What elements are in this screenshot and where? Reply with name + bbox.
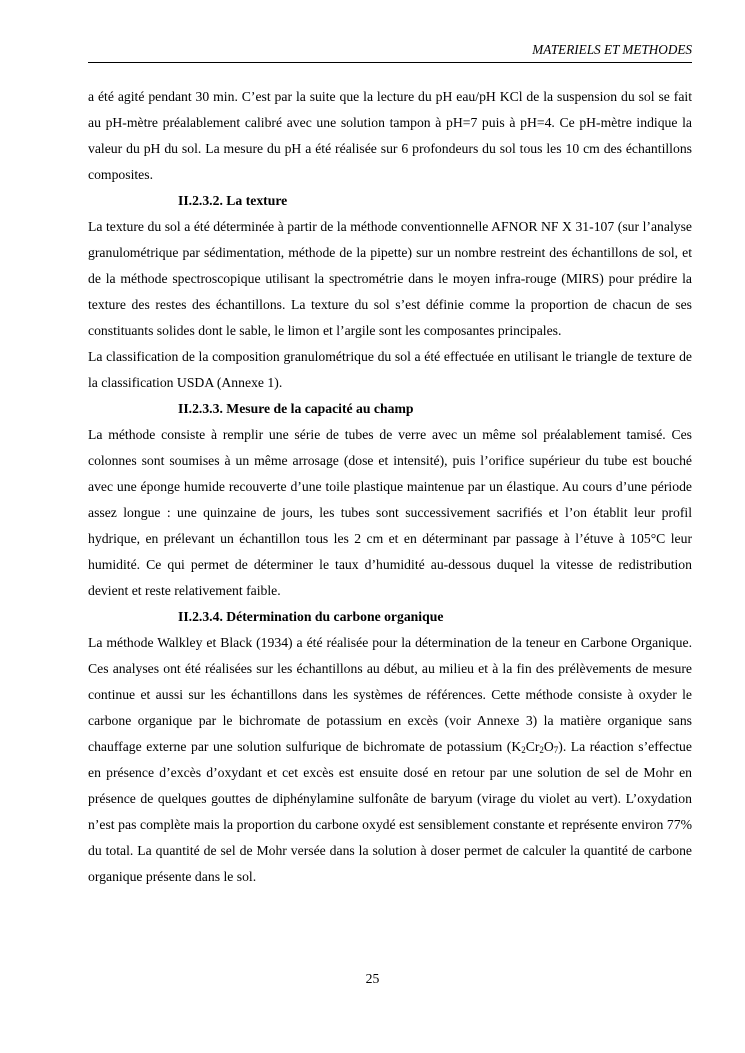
running-header <box>88 40 692 63</box>
section-heading-field-capacity: II.2.3.3. Mesure de la capacité au champ <box>178 401 414 416</box>
header-title: MATERIELS ET METHODES <box>532 42 692 57</box>
paragraph-texture-method: La texture du sol a été déterminée à partir de la méthode conventionnelle AFNOR NF X 31-107 (sur l’analyse granulométrique par sédimentation, méthode de la pipette) sur un nombre restreint des échantillons de sol, et de la méthode spectroscopique utilisant la spectrométrie dans le moyen infra-rouge (MIRS) pour prédire la texture des restes des échantillons. La texture du sol s’est définie comme la proportion de chacun de ses constituants solides dont le sable, le limon et l’argile sont les composantes principales. <box>88 219 692 338</box>
page-body <box>88 84 692 890</box>
paragraph-organic-carbon <box>88 630 692 890</box>
section-heading-texture: II.2.3.2. La texture <box>178 193 288 208</box>
paragraph-ph-measurement: a été agité pendant 30 min. C’est par la suite que la lecture du pH eau/pH KCl de la suspension du sol se fait au pH-mètre préalablement calibré avec une solution tampon à pH=7 puis à pH=4. Ce pH-mètre indique la valeur du pH du sol. La mesure du pH a été réalisée sur 6 profondeurs du sol tous les 10 cm des échantillons composites. <box>88 89 692 182</box>
section-heading-organic-carbon: II.2.3.4. Détermination du carbone organique <box>178 609 444 624</box>
page-number: 25 <box>365 971 380 986</box>
organic-carbon-text-part1: La méthode Walkley et Black (1934) a été réalisée pour la détermination de la teneur en Carbone Organique. Ces analyses ont été réalisées sur les échantillons au début, au milieu et à la fin des prélèvements de mesure continue et aussi sur les échantillons dans les systèmes de références. Cette méthode consiste à oxyder le carbone organique par le bichromate de potassium en excès (voir Annexe 3) la matière organique sans chauffage externe par une solution sulfurique de bichromate de potassium ( <box>88 635 692 754</box>
organic-carbon-text-part2: ). La réaction s’effectue en présence d’excès d’oxydant et cet excès est ensuite dosé en retour par une solution de sel de Mohr en présence de quelques gouttes de diphénylamine sulfonâte de baryum (virage du violet au vert). L’oxydation n’est pas complète mais la proportion du carbone oxydé est sensiblement constante et représente environ 77% du total. La quantité de sel de Mohr versée dans la solution à doser permet de calculer la quantité de carbone organique présente dans le sol. <box>88 739 692 884</box>
dichromate-formula: $K_2Cr_2O_7$ <box>511 739 559 755</box>
paragraph-field-capacity: La méthode consiste à remplir une série de tubes de verre avec un même sol préalablement tamisé. Ces colonnes sont soumises à un même arrosage (dose et intensité), puis l’orifice supérieur du tube est bouché avec une éponge humide recouverte d’une toile plastique maintenue par un élastique. Au cours d’une période assez longue : une quinzaine de jours, les tubes sont successivement sacrifiés et l’on établit leur profil hydrique, en prélevant un échantillon tous les 2 cm et en déterminant par passage à l’étuve à 105°C leur humidité. Ce qui permet de déterminer le taux d’humidité au-dessous duquel la vitesse de redistribution devient et reste relativement faible. <box>88 427 692 598</box>
paragraph-texture-classification: La classification de la composition granulométrique du sol a été effectuée en utilisant le triangle de texture de la classification USDA (Annexe 1). <box>88 349 692 390</box>
